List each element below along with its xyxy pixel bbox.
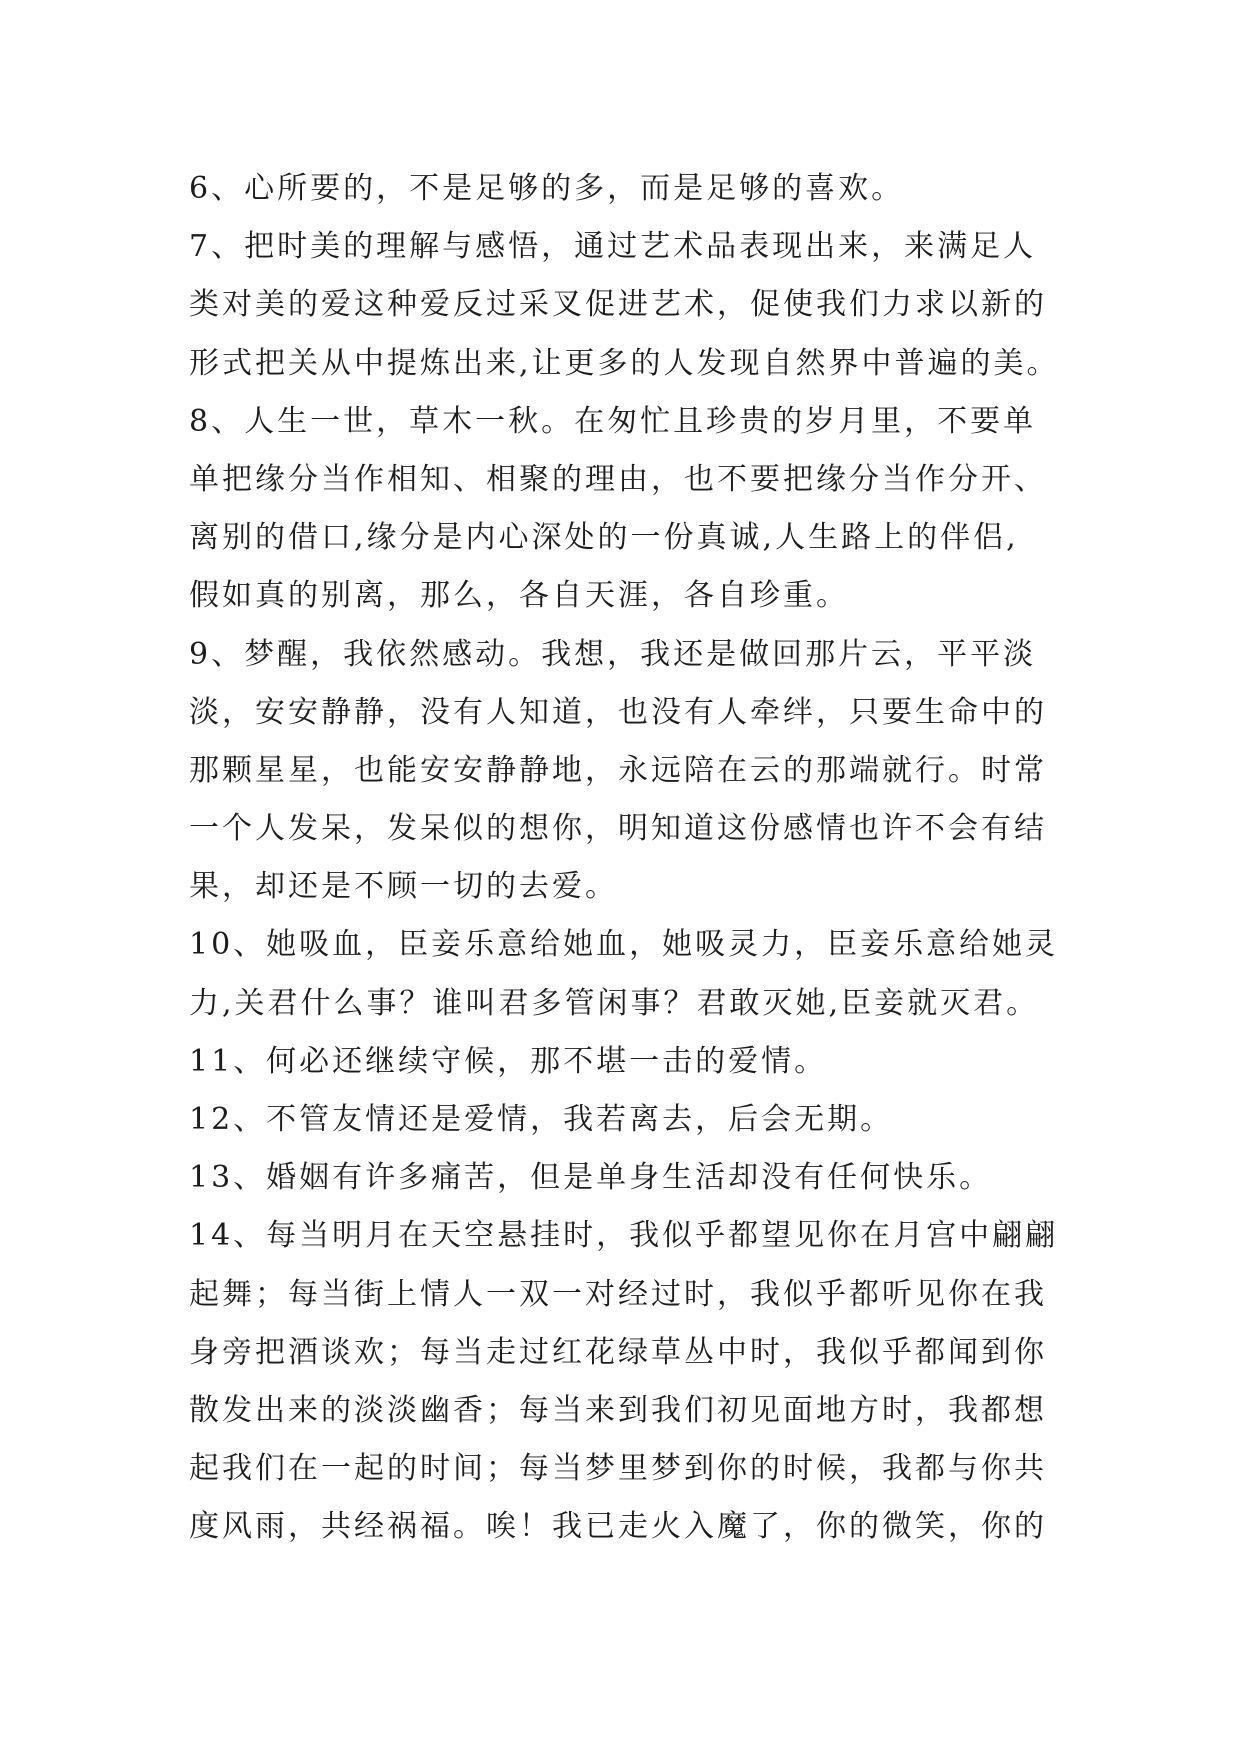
text-line: 14、每当明月在天空悬挂时，我似乎都望见你在月宫中翩翩 bbox=[189, 1218, 1059, 1254]
text-line: 那颗星星，也能安安静静地，永远陪在云的那端就行。时常 bbox=[189, 752, 1047, 788]
text-body bbox=[189, 160, 1069, 1557]
text-line: 13、婚姻有许多痛苦，但是单身生活却没有任何快乐。 bbox=[189, 1160, 993, 1196]
text-line: 10、她吸血，臣妾乐意给她血，她吸灵力，臣妾乐意给她灵 bbox=[189, 927, 1059, 963]
text-line: 力,关君什么事？谁叫君多管闲事？君敢灭她,臣妾就灭君。 bbox=[189, 985, 1040, 1021]
text-line: 9、梦醒，我依然感动。我想，我还是做回那片云，平平淡 bbox=[189, 636, 1037, 672]
text-line: 起舞；每当街上情人一双一对经过时，我似乎都听见你在我 bbox=[189, 1276, 1047, 1312]
text-line: 形式把关从中提炼出来,让更多的人发现自然界中普遍的美。 bbox=[189, 345, 1060, 381]
text-line: 散发出来的淡淡幽香；每当来到我们初见面地方时，我都想 bbox=[189, 1392, 1047, 1428]
text-line: 单把缘分当作相知、相聚的理由，也不要把缘分当作分开、 bbox=[189, 461, 1047, 497]
text-line: 一个人发呆，发呆似的想你，明知道这份感情也许不会有结 bbox=[189, 811, 1047, 847]
text-line: 7、把时美的理解与感悟，通过艺术品表现出来，来满足人 bbox=[189, 229, 1037, 265]
text-line: 8、人生一世，草木一秋。在匆忙且珍贵的岁月里，不要单 bbox=[189, 403, 1037, 439]
text-line: 果，却还是不顾一切的去爱。 bbox=[189, 869, 618, 905]
text-line: 假如真的别离，那么，各自天涯，各自珍重。 bbox=[189, 578, 849, 614]
text-line: 离别的借口,缘分是内心深处的一份真诚,人生路上的伴侣, bbox=[189, 520, 1019, 556]
text-line: 淡，安安静静，没有人知道，也没有人牵绊，只要生命中的 bbox=[189, 694, 1047, 730]
text-line: 身旁把酒谈欢；每当走过红花绿草丛中时，我似乎都闻到你 bbox=[189, 1334, 1047, 1370]
text-line: 6、心所要的，不是足够的多，而是足够的喜欢。 bbox=[189, 171, 905, 206]
text-line: 类对美的爱这种爱反过采叉促进艺术，促使我们力求以新的 bbox=[189, 287, 1047, 323]
text-line: 度风雨，共经祸福。唉！我已走火入魔了，你的微笑，你的 bbox=[189, 1509, 1047, 1545]
text-line: 12、不管友情还是爱情，我若离去，后会无期。 bbox=[189, 1102, 894, 1137]
text-line: 起我们在一起的时间；每当梦里梦到你的时候，我都与你共 bbox=[189, 1451, 1047, 1487]
text-line: 11、何必还继续守候，那不堪一击的爱情。 bbox=[189, 1043, 828, 1079]
